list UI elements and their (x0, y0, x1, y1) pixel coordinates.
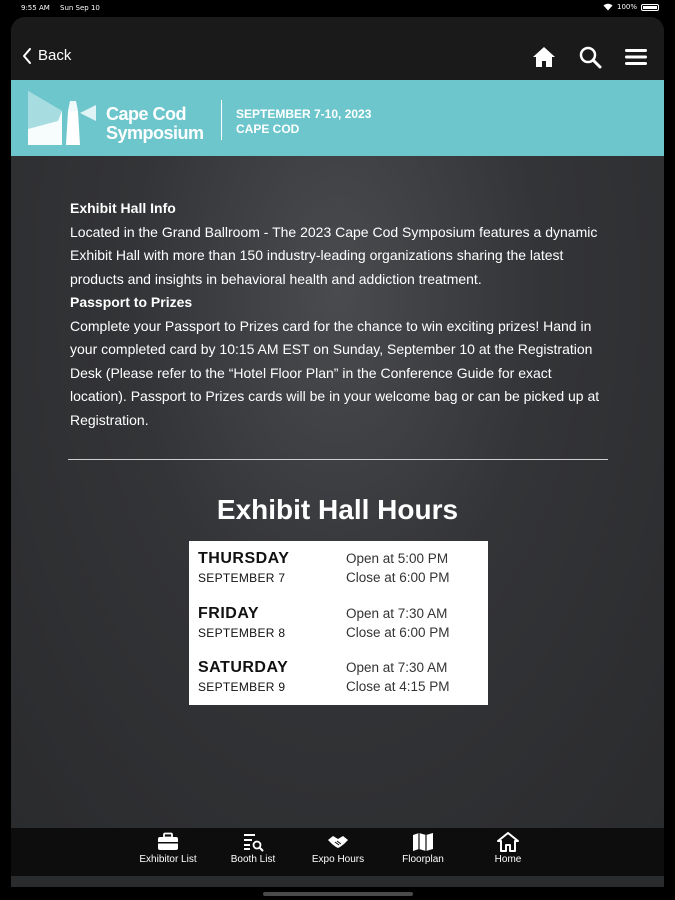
status-date: Sun Sep 10 (60, 4, 100, 12)
hours-date: SEPTEMBER 8 (198, 625, 286, 640)
hours-title: Exhibit Hall Hours (216, 494, 459, 525)
hours-close: Close at 4:15 PM (346, 679, 450, 694)
section-divider (68, 459, 608, 460)
app-window (11, 17, 664, 887)
nav-actions (532, 45, 648, 69)
passport-text: Complete your Passport to Prizes card for the chance to win exciting prizes! Hand in your completed card by 10:15 AM EST on Sunday, September 10 at the Registration Desk (Please refer to the “Hotel Floor Plan” in the Conference Guide for exact location). Passport to Prizes cards will be in your welcome bag or can be picked up at Registration. (70, 317, 600, 428)
banner-divider (221, 100, 222, 140)
event-dates (236, 107, 371, 137)
list-search-icon (242, 832, 264, 852)
event-date-range: SEPTEMBER 7-10, 2023 (236, 107, 372, 121)
tab-bar (11, 828, 664, 876)
passport-heading: Passport to Prizes (70, 294, 193, 310)
status-right (603, 3, 659, 11)
hours-date: SEPTEMBER 9 (198, 680, 286, 694)
tab-label: Booth List (230, 854, 276, 865)
event-location: CAPE COD (236, 122, 300, 136)
map-icon (412, 832, 434, 852)
menu-icon[interactable] (624, 45, 648, 69)
home-icon (497, 832, 519, 852)
event-name (106, 105, 204, 143)
chevron-left-icon (22, 48, 32, 64)
hours-day: FRIDAY (198, 604, 260, 622)
search-icon[interactable] (578, 45, 602, 69)
event-name-line1: Cape Cod (106, 104, 187, 124)
tab-booth-list[interactable] (213, 828, 293, 876)
exhibit-heading: Exhibit Hall Info (70, 200, 176, 216)
hours-row (198, 659, 488, 714)
tab-label: Expo Hours (311, 854, 365, 865)
hours-open: Open at 7:30 AM (346, 605, 448, 621)
home-indicator[interactable] (263, 892, 413, 896)
handshake-icon (327, 832, 349, 852)
exhibit-text: Located in the Grand Ballroom - The 2023 Cape Cod Symposium features a dynamic Exhibit Hall with more than 150 industry-leading organizations sharing the latest products and insights in behavioral health and addiction treatment. (70, 223, 598, 287)
event-name-line2: Symposium (106, 123, 204, 143)
hours-open: Open at 5:00 PM (346, 551, 449, 566)
lighthouse-logo (28, 91, 96, 145)
tab-label: Exhibitor List (139, 854, 197, 865)
hours-close: Close at 6:00 PM (346, 570, 450, 585)
content-area (11, 156, 664, 828)
tab-exhibitor-list[interactable] (128, 828, 208, 876)
exhibit-info (70, 197, 610, 432)
briefcase-icon (157, 832, 179, 852)
battery-icon (641, 4, 659, 11)
tab-label: Home (494, 854, 522, 865)
tab-expo-hours[interactable] (298, 828, 378, 876)
hours-row (198, 605, 488, 660)
wifi-icon (603, 3, 613, 11)
event-banner (11, 80, 664, 156)
hours-row (198, 550, 488, 605)
status-bar (0, 0, 675, 16)
tab-home[interactable] (468, 828, 548, 876)
home-icon[interactable] (532, 45, 556, 69)
navigation-bar (11, 17, 664, 80)
back-button[interactable] (22, 47, 71, 64)
status-time: 9:55 AM (21, 4, 50, 12)
back-label: Back (38, 47, 72, 64)
status-left (21, 4, 108, 12)
tab-floorplan[interactable] (383, 828, 463, 876)
hours-day: SATURDAY (198, 659, 289, 676)
tab-label: Floorplan (402, 854, 444, 865)
hours-date: SEPTEMBER 7 (198, 571, 286, 585)
battery-percent: 100% (616, 3, 637, 11)
hours-close: Close at 6:00 PM (346, 624, 450, 640)
hours-day: THURSDAY (198, 550, 290, 567)
hours-open: Open at 7:30 AM (346, 660, 448, 675)
hours-table (189, 541, 488, 705)
